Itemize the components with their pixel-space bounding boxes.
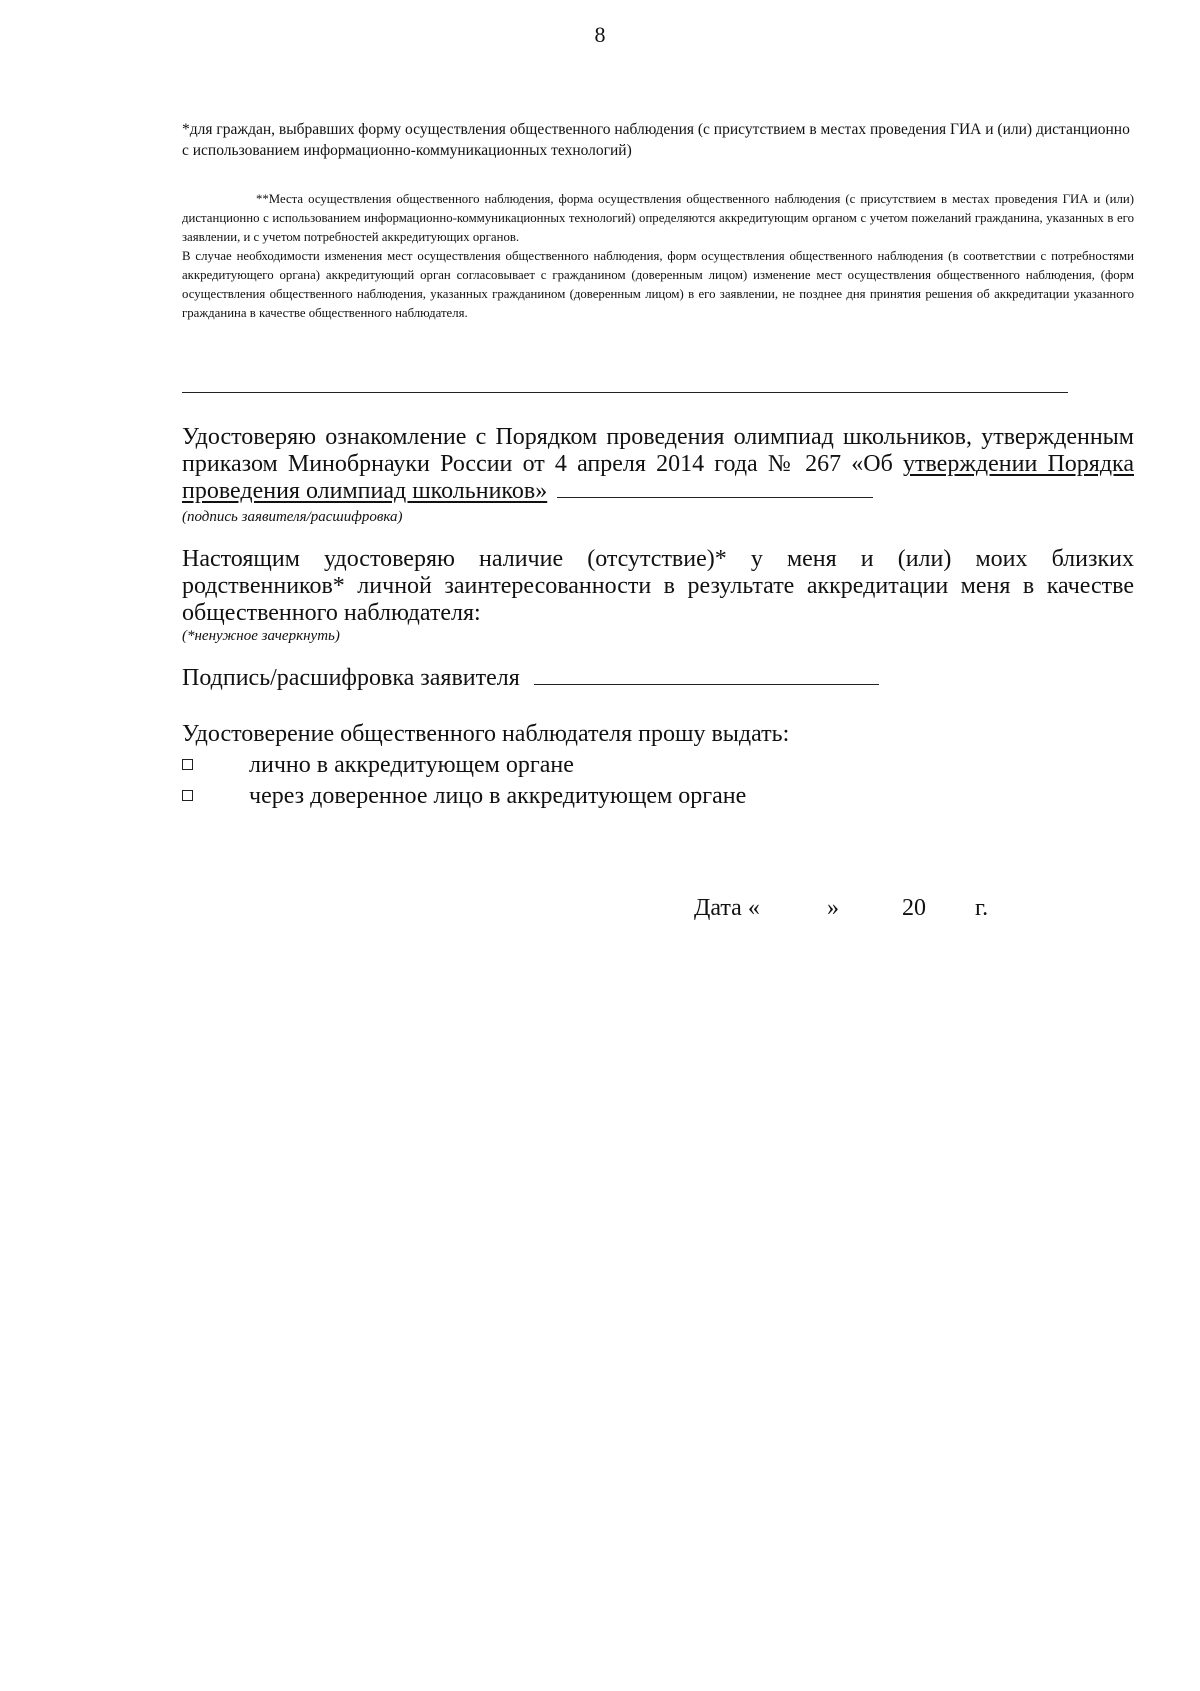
acknowledgement-underlined-text: утверждении Порядка проведения олимпиад школьников» xyxy=(182,451,1134,504)
checkbox-proxy[interactable] xyxy=(182,790,193,801)
applicant-signature-row xyxy=(182,664,879,692)
page-number: 8 xyxy=(594,22,606,47)
footnote-places-paragraph-2: В случае необходимости изменения мест осуществления общественного наблюдения, форм осуществления общественного наблюдения (в соответствии с потребностями аккредитующего органа) аккредитующий орган согласовывает с гражданином (доверенным лицом) изменение мест осуществления общественного наблюдения, (форм осуществления общественного наблюдения, указанных гражданином (доверенным лицом) в его заявлении, не позднее дня принятия решения об аккредитации указанного гражданина в качестве общественного наблюдателя. xyxy=(182,249,1134,320)
footnote-citizens: *для граждан, выбравших форму осуществления общественного наблюдения (с присутствием в местах проведения ГИА и (или) дистанционно с использованием информационно-коммуникационных технологий) xyxy=(182,121,1130,159)
interest-statement-paragraph: Настоящим удостоверяю наличие (отсутствие)* у меня и (или) моих близких родственников* личной заинтересованности в результате аккредитации меня в качестве общественного наблюдателя: xyxy=(182,546,1134,626)
footnote-places-paragraph-1: **Места осуществления общественного наблюдения, форма осуществления общественного наблюдения (с присутствием в местах проведения ГИА и (или) дистанционно с использованием информационно-коммуникационных технологий) определяются аккредитующим органом с учетом пожеланий гражданина, указанных в его заявлении, и с учетом потребностей аккредитующих органов. xyxy=(182,192,1134,244)
section-separator xyxy=(182,392,1068,393)
acknowledgement-text: Удостоверяю ознакомление с Порядком проведения олимпиад школьников, утвержденным приказом Минобрнауки России от 4 апреля 2014 года № 267 «Об xyxy=(182,424,1134,477)
acknowledgement-signature-line[interactable] xyxy=(557,496,873,498)
issue-request-title: Удостоверение общественного наблюдателя прошу выдать: xyxy=(182,721,790,747)
option-label-proxy: через доверенное лицо в аккредитующем органе xyxy=(249,783,747,809)
acknowledgement-paragraph xyxy=(182,424,1134,505)
applicant-signature-line[interactable] xyxy=(534,683,879,685)
date-close-quote: » xyxy=(827,895,839,921)
date-year-prefix: 20 xyxy=(902,895,926,921)
applicant-signature-label: Подпись/расшифровка заявителя xyxy=(182,665,520,691)
footnote-observation-places xyxy=(182,190,1134,323)
acknowledgement-caption: (подпись заявителя/расшифровка) xyxy=(182,509,403,525)
date-year-suffix: г. xyxy=(975,895,989,921)
option-label-in-person: лично в аккредитующем органе xyxy=(249,752,574,778)
interest-statement-caption: (*ненужное зачеркнуть) xyxy=(182,628,340,644)
date-label: Дата « xyxy=(694,895,760,921)
checkbox-in-person[interactable] xyxy=(182,759,193,770)
